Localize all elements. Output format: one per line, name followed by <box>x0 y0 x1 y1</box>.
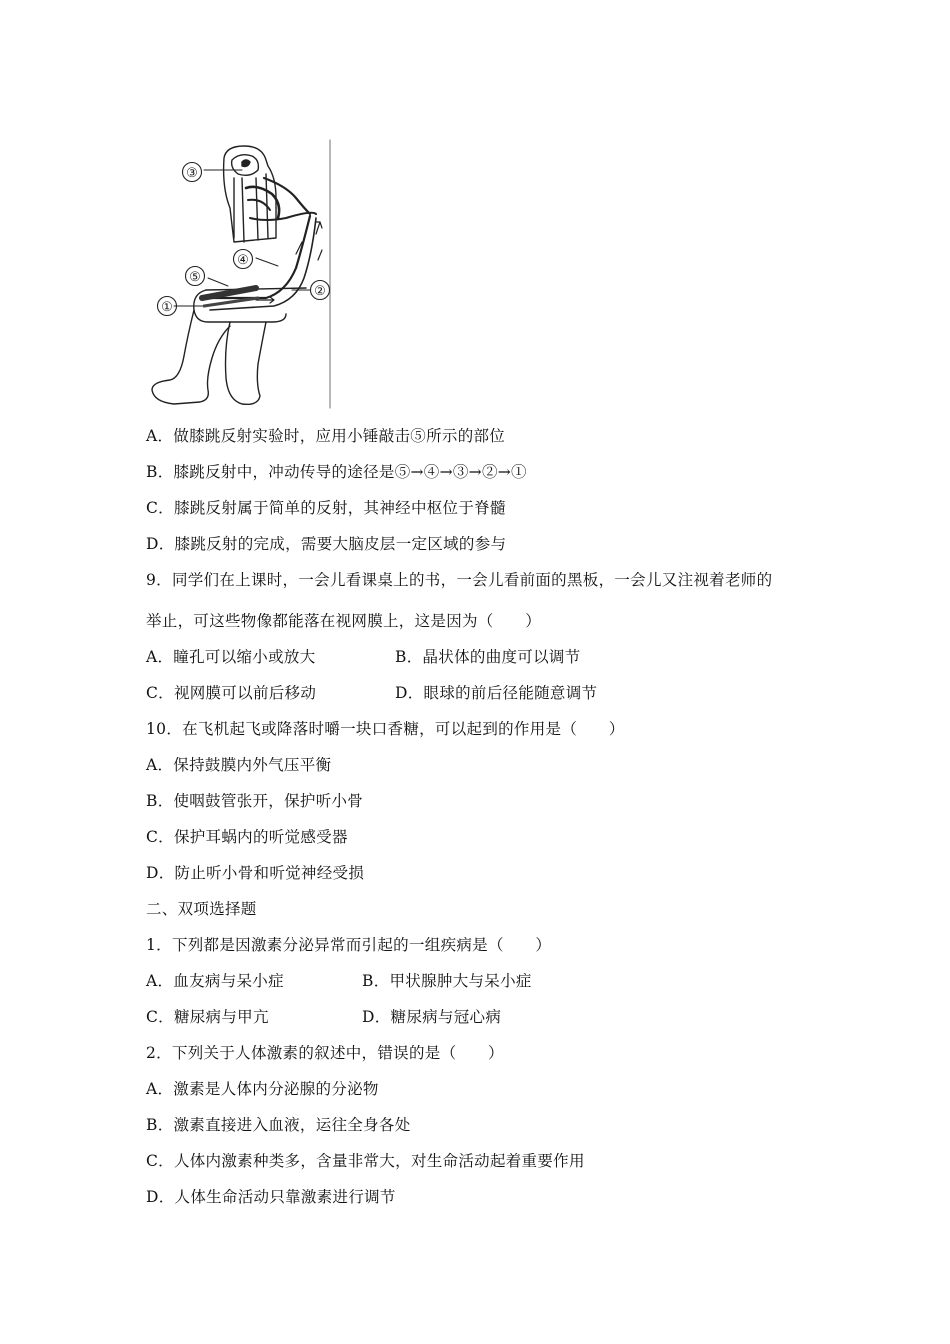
s2q1-stem: 1．下列都是因激素分泌异常而引起的一组疾病是（ ） <box>146 936 552 954</box>
s2q2-option-b: B．激素直接进入血液，运往全身各处 <box>146 1116 411 1134</box>
q9-option-b: B．晶状体的曲度可以调节 <box>395 648 581 666</box>
s2q2-option-a: A．激素是人体内分泌腺的分泌物 <box>146 1080 379 1098</box>
q8-option-a: A．做膝跳反射实验时，应用小锤敲击⑤所示的部位 <box>146 427 506 445</box>
s2q2-option-c: C．人体内激素种类多，含量非常大，对生命活动起着重要作用 <box>146 1152 585 1170</box>
marker-4: ④ <box>237 253 249 268</box>
knee-reflex-figure <box>146 138 338 410</box>
marker-5: ⑤ <box>189 270 201 285</box>
s2q2-option-d: D．人体生命活动只靠激素进行调节 <box>146 1188 396 1206</box>
q9-stem-line2: 举止，可这些物像都能落在视网膜上，这是因为（ ） <box>146 612 542 630</box>
s2q2-stem: 2．下列关于人体激素的叙述中，错误的是（ ） <box>146 1044 504 1062</box>
marker-1: ① <box>161 300 173 315</box>
s2q1-option-a: A．血友病与呆小症 <box>146 972 284 990</box>
q9-option-c: C．视网膜可以前后移动 <box>146 684 317 702</box>
q10-stem: 10．在飞机起飞或降落时嚼一块口香糖，可以起到的作用是（ ） <box>146 720 625 738</box>
q8-option-b: B．膝跳反射中，冲动传导的途径是⑤→④→③→②→① <box>146 463 527 481</box>
q10-option-b: B．使咽鼓管张开，保护听小骨 <box>146 792 364 810</box>
q9-option-d: D．眼球的前后径能随意调节 <box>395 684 598 702</box>
q9-stem-line1: 9．同学们在上课时，一会儿看课桌上的书，一会儿看前面的黑板，一会儿又注视着老师的 <box>146 571 773 589</box>
q10-option-c: C．保护耳蜗内的听觉感受器 <box>146 828 348 846</box>
q8-option-d: D．膝跳反射的完成，需要大脑皮层一定区域的参与 <box>146 535 507 553</box>
section-2-title: 二、双项选择题 <box>146 900 257 918</box>
q10-option-d: D．防止听小骨和听觉神经受损 <box>146 864 365 882</box>
q9-option-a: A．瞳孔可以缩小或放大 <box>146 648 316 666</box>
s2q1-option-d: D．糖尿病与冠心病 <box>362 1008 502 1026</box>
s2q1-option-c: C．糖尿病与甲亢 <box>146 1008 269 1026</box>
q10-option-a: A．保持鼓膜内外气压平衡 <box>146 756 332 774</box>
q8-option-c: C．膝跳反射属于简单的反射，其神经中枢位于脊髓 <box>146 499 506 517</box>
marker-3: ③ <box>186 166 198 181</box>
marker-2: ② <box>314 284 326 299</box>
s2q1-option-b: B．甲状腺肿大与呆小症 <box>362 972 532 990</box>
